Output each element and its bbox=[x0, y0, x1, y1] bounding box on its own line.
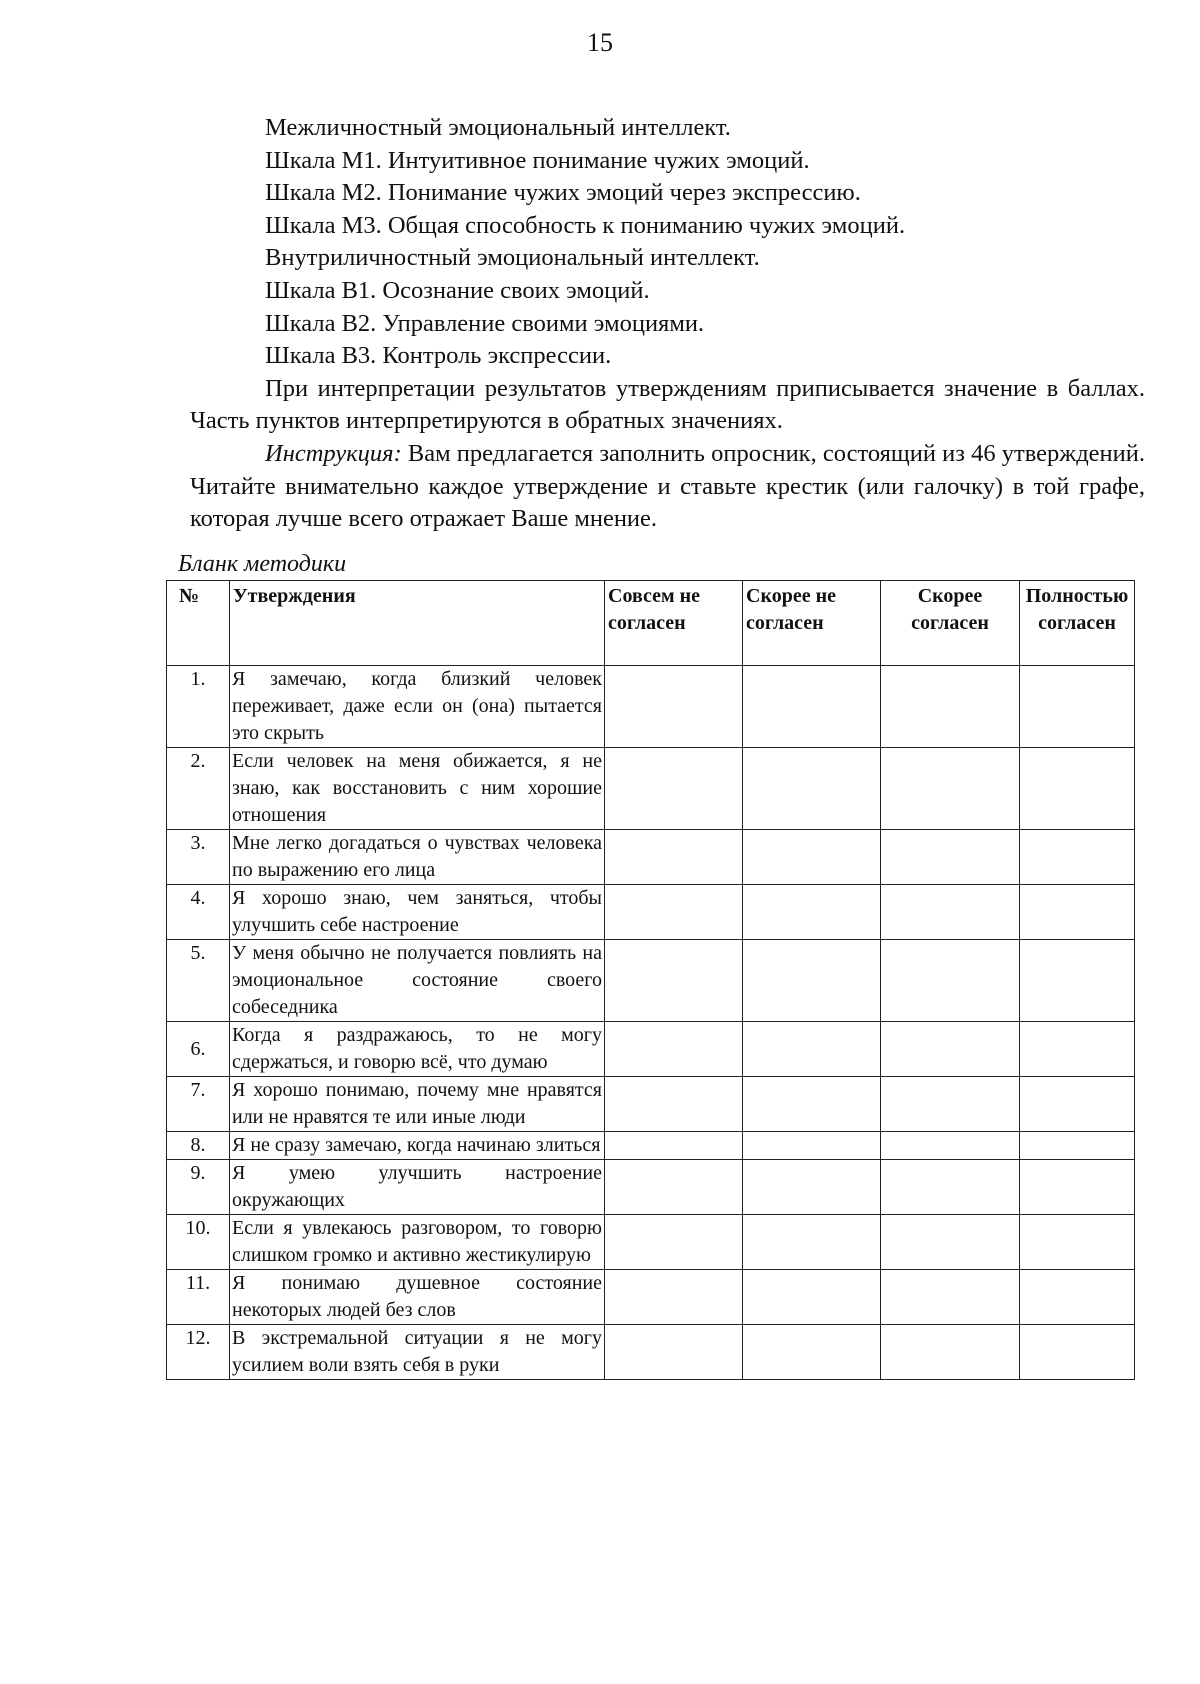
answer-cell-strongly-disagree[interactable] bbox=[605, 1077, 743, 1132]
table-row bbox=[167, 1270, 1135, 1325]
scale-line: Шкала В3. Контроль экспрессии. bbox=[265, 342, 612, 370]
header-strongly-agree: Полностью согласен bbox=[1020, 581, 1135, 666]
row-statement: Мне легко догадаться о чувствах человека по выражению его лица bbox=[230, 830, 605, 885]
answer-cell-strongly-agree[interactable] bbox=[1020, 748, 1135, 830]
answer-cell-agree[interactable] bbox=[881, 1160, 1020, 1215]
scale-line: Шкала М2. Понимание чужих эмоций через экспрессию. bbox=[265, 179, 861, 207]
answer-cell-disagree[interactable] bbox=[743, 748, 881, 830]
instruction-paragraph bbox=[190, 438, 1145, 536]
answer-cell-strongly-agree[interactable] bbox=[1020, 940, 1135, 1022]
row-statement: Если я увлекаюсь разговором, то говорю слишком громко и активно жестикулирую bbox=[230, 1215, 605, 1270]
row-number: 7. bbox=[167, 1077, 230, 1132]
table-row bbox=[167, 1132, 1135, 1160]
interpretation-paragraph: При интерпретации результатов утверждениям приписывается значение в баллах. Часть пунктов интерпретируются в обратных значениях. bbox=[190, 374, 1145, 435]
answer-cell-agree[interactable] bbox=[881, 1077, 1020, 1132]
answer-cell-disagree[interactable] bbox=[743, 1215, 881, 1270]
answer-cell-strongly-disagree[interactable] bbox=[605, 885, 743, 940]
row-number: 4. bbox=[167, 885, 230, 940]
answer-cell-strongly-disagree[interactable] bbox=[605, 1132, 743, 1160]
table-row bbox=[167, 1077, 1135, 1132]
answer-cell-disagree[interactable] bbox=[743, 940, 881, 1022]
answer-cell-agree[interactable] bbox=[881, 1270, 1020, 1325]
answer-cell-agree[interactable] bbox=[881, 666, 1020, 748]
answer-cell-disagree[interactable] bbox=[743, 666, 881, 748]
row-number: 3. bbox=[167, 830, 230, 885]
answer-cell-agree[interactable] bbox=[881, 1215, 1020, 1270]
answer-cell-strongly-disagree[interactable] bbox=[605, 1325, 743, 1380]
scale-line: Шкала М3. Общая способность к пониманию чужих эмоций. bbox=[265, 211, 906, 239]
scale-line: Межличностный эмоциональный интеллект. bbox=[265, 114, 731, 141]
row-number: 6. bbox=[167, 1022, 230, 1077]
answer-cell-disagree[interactable] bbox=[743, 1160, 881, 1215]
row-statement: Я понимаю душевное состояние некоторых людей без слов bbox=[230, 1270, 605, 1325]
answer-cell-agree[interactable] bbox=[881, 885, 1020, 940]
scale-line: Шкала М1. Интуитивное понимание чужих эмоций. bbox=[265, 146, 810, 174]
answer-cell-strongly-agree[interactable] bbox=[1020, 885, 1135, 940]
row-number: 12. bbox=[167, 1325, 230, 1380]
row-statement: Я хорошо понимаю, почему мне нравятся или не нравятся те или иные люди bbox=[230, 1077, 605, 1132]
table-row bbox=[167, 1325, 1135, 1380]
answer-cell-agree[interactable] bbox=[881, 1325, 1020, 1380]
row-number: 10. bbox=[167, 1215, 230, 1270]
answer-cell-disagree[interactable] bbox=[743, 1022, 881, 1077]
answer-cell-strongly-agree[interactable] bbox=[1020, 1077, 1135, 1132]
answer-cell-agree[interactable] bbox=[881, 748, 1020, 830]
row-statement: В экстремальной ситуации я не могу усилием воли взять себя в руки bbox=[230, 1325, 605, 1380]
scale-line: Шкала В2. Управление своими эмоциями. bbox=[265, 309, 705, 337]
answer-cell-strongly-disagree[interactable] bbox=[605, 940, 743, 1022]
answer-cell-strongly-disagree[interactable] bbox=[605, 666, 743, 748]
answer-cell-disagree[interactable] bbox=[743, 1077, 881, 1132]
answer-cell-strongly-disagree[interactable] bbox=[605, 1270, 743, 1325]
answer-cell-strongly-disagree[interactable] bbox=[605, 830, 743, 885]
answer-cell-strongly-disagree[interactable] bbox=[605, 1215, 743, 1270]
row-number: 9. bbox=[167, 1160, 230, 1215]
answer-cell-agree[interactable] bbox=[881, 1022, 1020, 1077]
instruction-label: Инструкция: bbox=[265, 439, 402, 467]
answer-cell-disagree[interactable] bbox=[743, 1325, 881, 1380]
row-statement: Если человек на меня обижается, я не знаю, как восстановить с ним хорошие отношения bbox=[230, 748, 605, 830]
answer-cell-strongly-agree[interactable] bbox=[1020, 830, 1135, 885]
row-number: 5. bbox=[167, 940, 230, 1022]
answer-cell-strongly-agree[interactable] bbox=[1020, 666, 1135, 748]
instruction-text: Вам предлагается заполнить опросник, состоящий из 46 утверждений. Читайте внимательно каждое утверждение и ставьте крестик (или галочку) в той графе, которая лучше всего отражает Ваше мнение. bbox=[190, 439, 1145, 533]
table-row bbox=[167, 885, 1135, 940]
answer-cell-strongly-disagree[interactable] bbox=[605, 748, 743, 830]
answer-cell-agree[interactable] bbox=[881, 1132, 1020, 1160]
scale-line: Шкала В1. Осознание своих эмоций. bbox=[265, 276, 650, 304]
row-number: 11. bbox=[167, 1270, 230, 1325]
survey-table bbox=[166, 580, 1135, 1380]
answer-cell-disagree[interactable] bbox=[743, 885, 881, 940]
row-statement: Когда я раздражаюсь, то не могу сдержаться, и говорю всё, что думаю bbox=[230, 1022, 605, 1077]
table-row bbox=[167, 830, 1135, 885]
answer-cell-strongly-agree[interactable] bbox=[1020, 1022, 1135, 1077]
answer-cell-strongly-agree[interactable] bbox=[1020, 1325, 1135, 1380]
table-row bbox=[167, 1022, 1135, 1077]
row-statement: Я хорошо знаю, чем заняться, чтобы улучшить себе настроение bbox=[230, 885, 605, 940]
header-statement: Утверждения bbox=[230, 581, 605, 666]
answer-cell-disagree[interactable] bbox=[743, 830, 881, 885]
row-number: 2. bbox=[167, 748, 230, 830]
scale-line: Внутриличностный эмоциональный интеллект. bbox=[265, 244, 760, 272]
table-row bbox=[167, 666, 1135, 748]
row-statement: У меня обычно не получается повлиять на эмоциональное состояние своего собеседника bbox=[230, 940, 605, 1022]
table-row bbox=[167, 1215, 1135, 1270]
answer-cell-strongly-agree[interactable] bbox=[1020, 1160, 1135, 1215]
header-disagree: Скорее не согласен bbox=[743, 581, 881, 666]
table-header-row bbox=[167, 581, 1135, 666]
header-agree: Скорее согласен bbox=[881, 581, 1020, 666]
row-statement: Я не сразу замечаю, когда начинаю злиться bbox=[230, 1132, 605, 1160]
answer-cell-disagree[interactable] bbox=[743, 1132, 881, 1160]
form-caption: Бланк методики bbox=[178, 551, 347, 577]
header-number: № bbox=[167, 581, 230, 666]
header-strongly-disagree: Совсем не согласен bbox=[605, 581, 743, 666]
table-row bbox=[167, 940, 1135, 1022]
row-number: 8. bbox=[167, 1132, 230, 1160]
answer-cell-strongly-disagree[interactable] bbox=[605, 1160, 743, 1215]
answer-cell-strongly-agree[interactable] bbox=[1020, 1270, 1135, 1325]
row-statement: Я замечаю, когда близкий человек переживает, даже если он (она) пытается это скрыть bbox=[230, 666, 605, 748]
answer-cell-strongly-agree[interactable] bbox=[1020, 1132, 1135, 1160]
table-row bbox=[167, 748, 1135, 830]
answer-cell-agree[interactable] bbox=[881, 940, 1020, 1022]
row-number: 1. bbox=[167, 666, 230, 748]
table-row bbox=[167, 1160, 1135, 1215]
row-statement: Я умею улучшить настроение окружающих bbox=[230, 1160, 605, 1215]
answer-cell-agree[interactable] bbox=[881, 830, 1020, 885]
intro-text bbox=[190, 112, 1145, 536]
answer-cell-strongly-agree[interactable] bbox=[1020, 1215, 1135, 1270]
answer-cell-strongly-disagree[interactable] bbox=[605, 1022, 743, 1077]
page-number: 15 bbox=[587, 28, 613, 57]
answer-cell-disagree[interactable] bbox=[743, 1270, 881, 1325]
